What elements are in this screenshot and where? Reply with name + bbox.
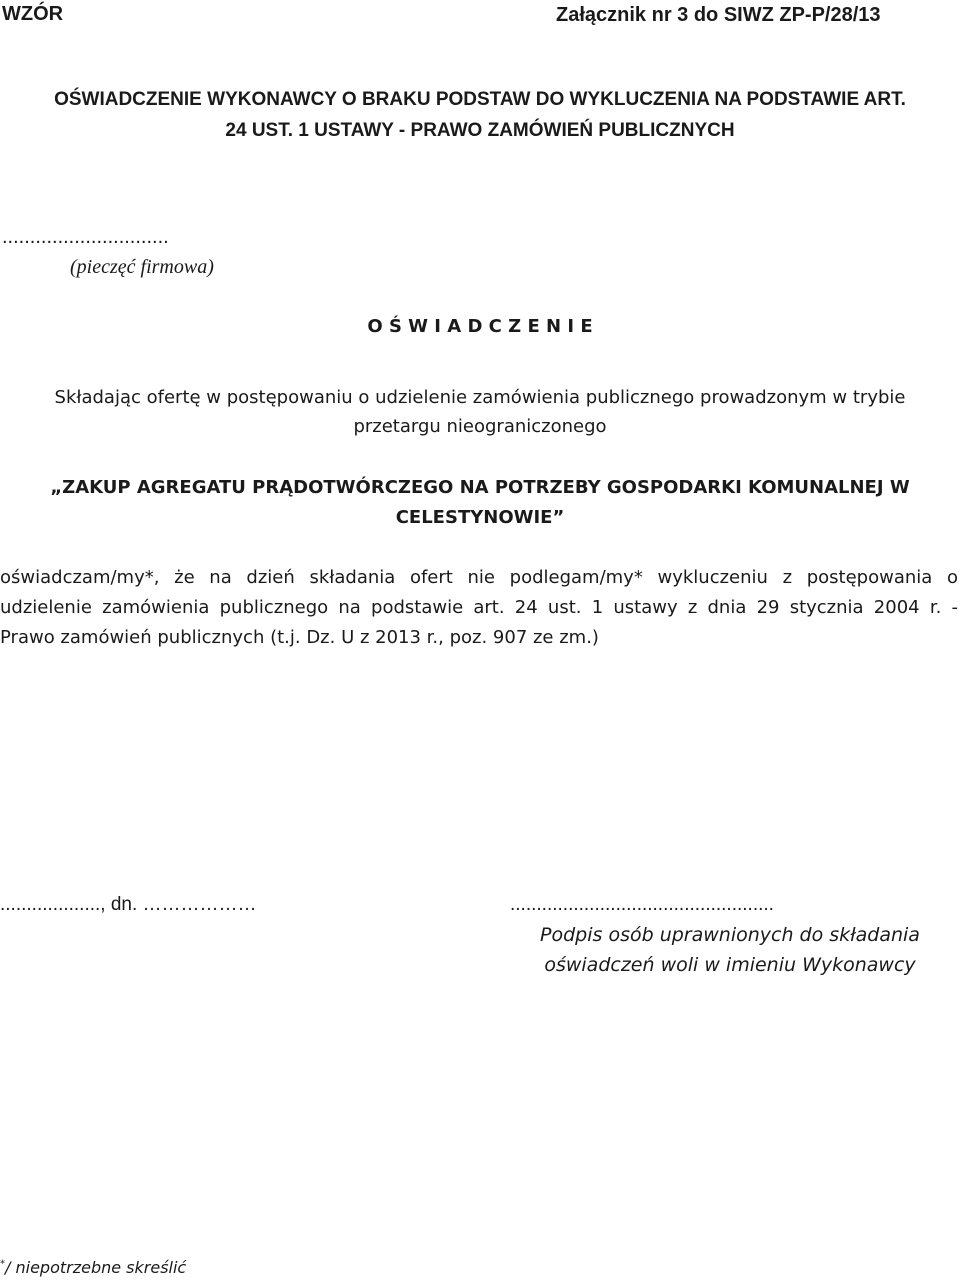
- company-stamp-placeholder: ..............................: [2, 226, 169, 248]
- statement-paragraph: [0, 563, 958, 653]
- statement-line3: Prawo zamówień publicznych (t.j. Dz. U z 2013 r., poz. 907 ze zm.): [0, 627, 599, 648]
- intro-paragraph: [20, 383, 940, 441]
- document-label-wzor: WZÓR: [2, 3, 64, 25]
- attachment-reference: Załącznik nr 3 do SIWZ ZP-P/28/13: [556, 4, 881, 26]
- footnote-marker: *: [0, 1258, 5, 1270]
- procurement-subject-line1: „ZAKUP AGREGATU PRĄDOTWÓRCZEGO NA POTRZEBY GOSPODARKI KOMUNALNEJ W: [50, 477, 910, 498]
- intro-line1: Składając ofertę w postępowaniu o udzielenie zamówienia publicznego prowadzonym w trybie: [54, 387, 906, 408]
- declaration-heading: O Ś W I A D C Z E N I E: [367, 316, 593, 337]
- document-title: [40, 84, 920, 146]
- place-date-field: ..................., dn. ………………: [0, 894, 257, 915]
- signature-line: ..................................................: [510, 894, 774, 915]
- statement-line1: oświadczam/my*, że na dzień składania ofert nie podlegam/my* wykluczeniu z postępowania o: [0, 567, 958, 588]
- statement-line2: udzielenie zamówienia publicznego na podstawie art. 24 ust. 1 ustawy z dnia 29 stycznia 2004 r. -: [0, 597, 958, 618]
- footnote: [0, 1258, 186, 1277]
- company-stamp-label: (pieczęć firmowa): [70, 256, 214, 278]
- intro-line2: przetargu nieograniczonego: [353, 416, 607, 437]
- procurement-subject-line2: CELESTYNOWIE”: [395, 507, 565, 528]
- document-title-line2: 24 UST. 1 USTAWY - PRAWO ZAMÓWIEŃ PUBLICZNYCH: [225, 120, 735, 141]
- signature-caption-line1: Podpis osób uprawnionych do składania: [540, 924, 920, 946]
- procurement-subject: [40, 473, 920, 533]
- signature-caption: [510, 920, 950, 980]
- document-title-line1: OŚWIADCZENIE WYKONAWCY O BRAKU PODSTAW DO WYKLUCZENIA NA PODSTAWIE ART.: [54, 89, 906, 110]
- signature-caption-line2: oświadczeń woli w imieniu Wykonawcy: [544, 954, 916, 976]
- footnote-text: / niepotrzebne skreślić: [5, 1258, 187, 1277]
